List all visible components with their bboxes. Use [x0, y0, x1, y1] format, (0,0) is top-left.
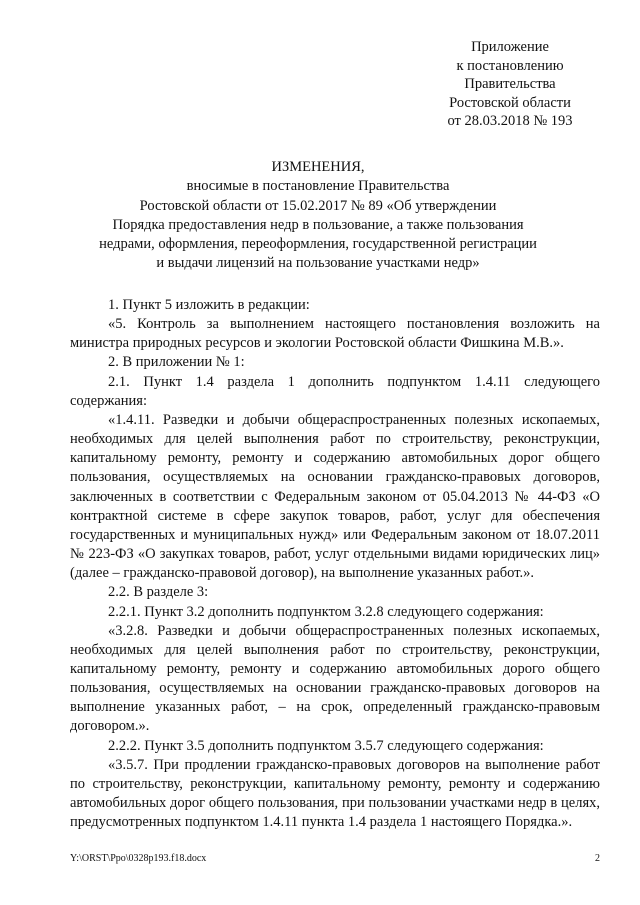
appendix-line: к постановлению [456, 57, 564, 74]
paragraph-item-2-2-1: 2.2.1. Пункт 3.2 дополнить подпунктом 3.2.8 следующего содержания: [108, 603, 544, 620]
paragraph-item-1: 1. Пункт 5 изложить в редакции: [108, 297, 310, 313]
page-number: 2 [595, 853, 600, 864]
heading-title: ИЗМЕНЕНИЯ, [271, 159, 365, 175]
paragraph-quote-5: «5. Контроль за выполнением настоящего постановления возложить на министра природных ресурсов и экологии Ростовской области Фишкина М.В.». [70, 316, 600, 352]
document-heading [68, 158, 568, 274]
paragraph-quote-3-5-7: «3.5.7. При продлении гражданско-правовых договоров на выполнение работ по строительству, реконструкции, капитальному ремонту, ремонту и содержанию автомобильных дорог общего пользования, при пользовании участками недр в целях, предусмотренных подпунктом 1.4.11 пункта 1.4 раздела 1 настоящего Порядка.». [70, 756, 600, 831]
appendix-line: Приложение [471, 39, 549, 55]
file-path: Y:\ORST\Ppo\0328p193.f18.docx [70, 853, 207, 864]
appendix-line: от 28.03.2018 № 193 [447, 113, 573, 130]
heading-line: и выдачи лицензий на пользование участками недр» [156, 255, 480, 272]
heading-line: Ростовской области от 15.02.2017 № 89 «Об утверждении [139, 197, 497, 214]
heading-line: недрами, оформления, переоформления, государственной регистрации [99, 236, 537, 253]
appendix-line: Правительства [464, 76, 556, 93]
paragraph-item-2-2: 2.2. В разделе 3: [108, 584, 209, 601]
paragraph-item-2-2-2: 2.2.2. Пункт 3.5 дополнить подпунктом 3.5.7 следующего содержания: [108, 737, 544, 754]
document-body [70, 296, 600, 832]
paragraph-quote-3-2-8: «3.2.8. Разведки и добычи общераспространенных полезных ископаемых, необходимых для целей выполнения работ по строительству, реконструкции, капитальному ремонту, ремонту и содержанию автомобильных дорого общего пользования, осуществляемых на основании гражданско-правовых договоров на выполнение указанных работ, – на срок, определенный гражданско-правовым договором.». [70, 622, 600, 735]
paragraph-quote-1-4-11: «1.4.11. Разведки и добычи общераспространенных полезных ископаемых, необходимых для целей выполнения работ по строительству, реконструкции, капитальному ремонту, ремонту и содержанию автомобильных дорог общего пользования, осуществляемых на основании гражданско-правовых договоров, заключенных в соответствии с Федеральным законом от 05.04.2013 № 44-ФЗ «О контрактной системе в сфере закупок товаров, работ, услуг для обеспечения государственных и муниципальных нужд» или Федеральным законом от 18.07.2011 № 223-ФЗ «О закупках товаров, работ, услуг отдельными видами юридических лиц» (далее – гражданско-правовой договор), на выполнение указанных работ.». [70, 411, 600, 582]
heading-line: вносимые в постановление Правительства [186, 178, 450, 195]
paragraph-item-2: 2. В приложении № 1: [108, 354, 245, 371]
paragraph-item-2-1: 2.1. Пункт 1.4 раздела 1 дополнить подпунктом 1.4.11 следующего содержания: [70, 373, 600, 409]
heading-line: Порядка предоставления недр в пользование, а также пользования [112, 216, 524, 233]
appendix-line: Ростовской области [449, 94, 571, 111]
appendix-block [420, 38, 600, 131]
